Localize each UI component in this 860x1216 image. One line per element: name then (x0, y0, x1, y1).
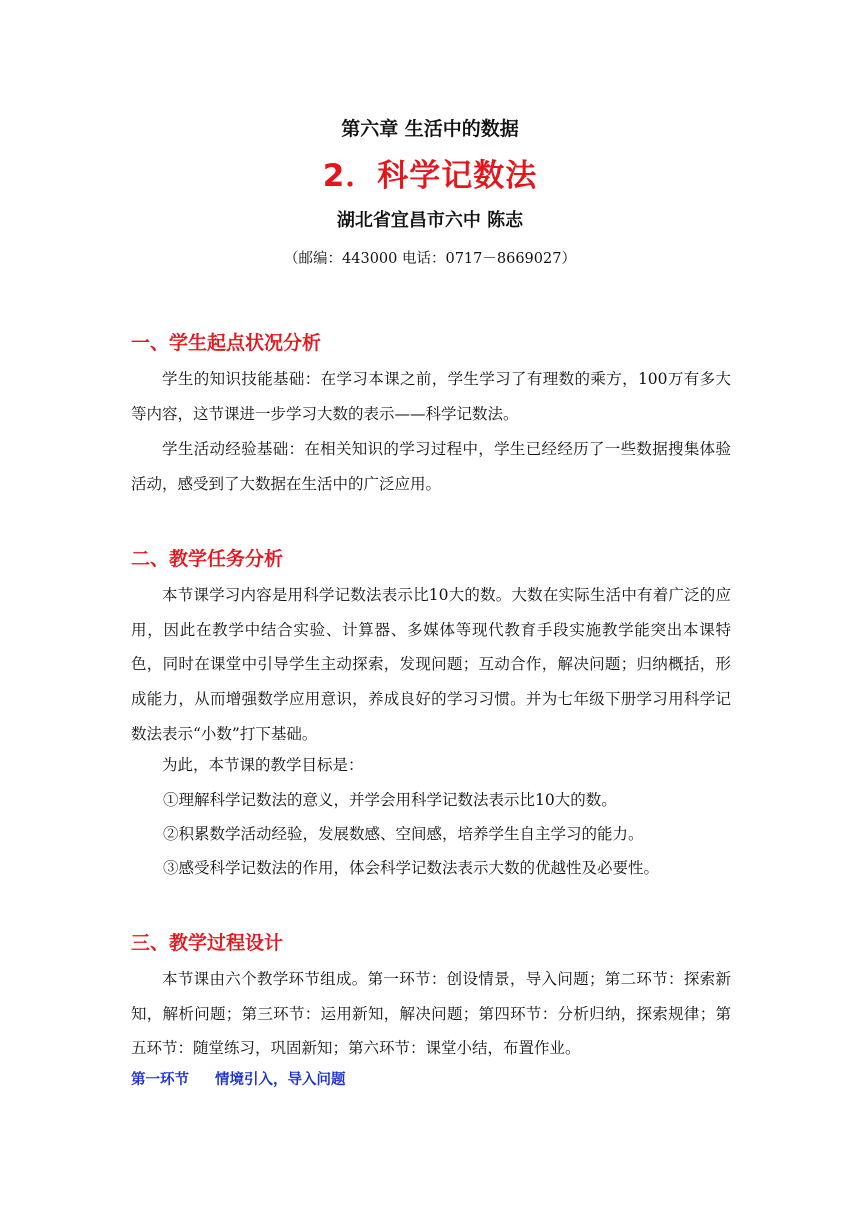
section-heading-1: 一、学生起点状况分析 (131, 332, 322, 354)
goal-item-1: ①理解科学记数法的意义，并学会用科学记数法表示比10大的数。 (163, 791, 617, 809)
section-heading-3: 三、教学过程设计 (131, 932, 284, 954)
section-2-paragraph-1: 本节课学习内容是用科学记数法表示比10大的数。大数在实际生活中有着广泛的应用，因此在教学中结合实验、计算器、多媒体等现代教育手段实施教学能突出本课特色，同时在课堂中引导学生主动探索，发现问题；互动合作，解决问题；归纳概括，形成能力，从而增强数学应用意识，养成良好的学习习惯。并为七年级下册学习用科学记数法表示“小数”打下基础。 (131, 586, 731, 743)
goal-item-3: ③感受科学记数法的作用，体会科学记数法表示大数的优越性及必要性。 (163, 859, 660, 877)
goal-item-2: ②积累数学活动经验，发展数感、空间感，培养学生自主学习的能力。 (163, 825, 644, 843)
contact-line: （邮编：443000 电话：0717－8669027） (284, 251, 576, 267)
step-name: 情境引入，导入问题 (215, 1072, 346, 1088)
section-1-paragraph-2: 学生活动经验基础：在相关知识的学习过程中，学生已经经历了一些数据搜集体验活动，感受到了大数据在生活中的广泛应用。 (131, 440, 731, 493)
chapter-title: 第六章 生活中的数据 (341, 118, 519, 140)
section-heading-2: 二、教学任务分析 (131, 548, 284, 570)
section-1-paragraph-1: 学生的知识技能基础：在学习本课之前，学生学习了有理数的乘方，100万有多大等内容，这节课进一步学习大数的表示——科学记数法。 (131, 370, 731, 423)
step-label: 第一环节 (131, 1072, 189, 1088)
section-3-paragraph-1: 本节课由六个教学环节组成。第一环节：创设情景，导入问题；第二环节：探索新知，解析问题；第三环节：运用新知，解决问题；第四环节：分析归纳，探索规律；第五环节：随堂练习，巩固新知；第六环节：课堂小结，布置作业。 (131, 970, 731, 1058)
step-subheading (131, 1068, 346, 1089)
section-2-paragraph-2: 为此，本节课的教学目标是： (162, 756, 364, 774)
lesson-title: 2．科学记数法 (322, 158, 538, 194)
author-line: 湖北省宜昌市六中 陈志 (336, 210, 524, 231)
